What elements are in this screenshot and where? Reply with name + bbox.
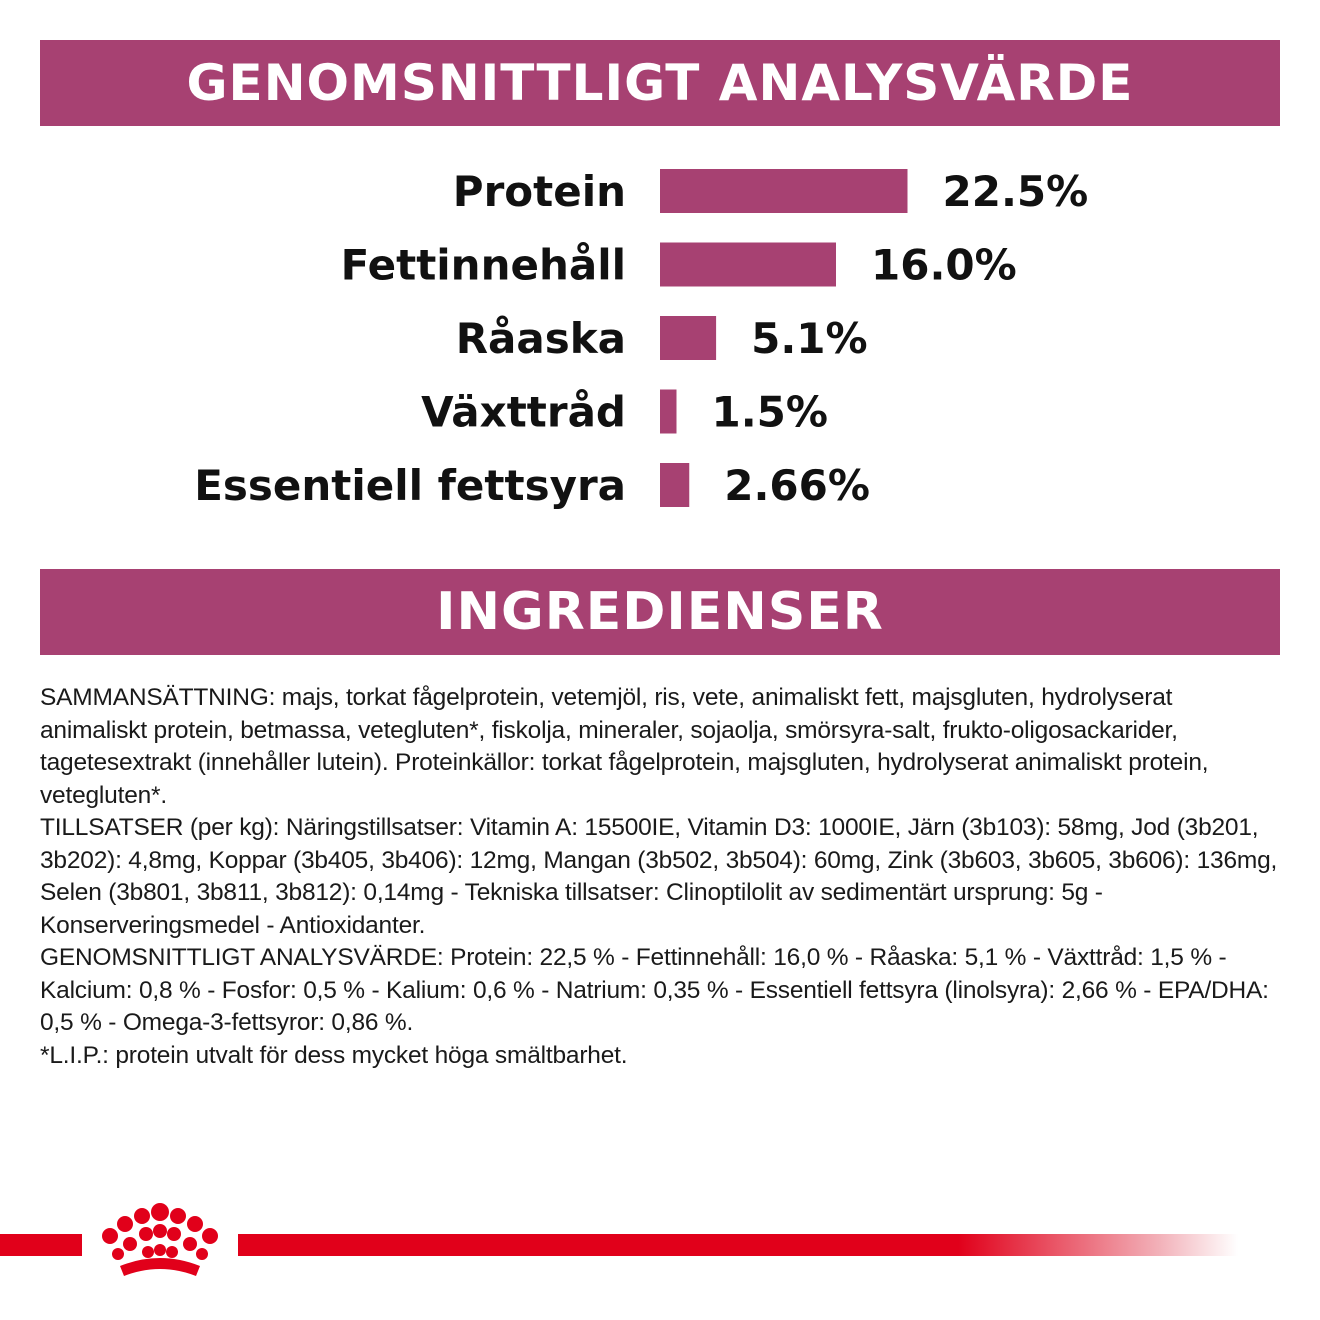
ingredients-text [40, 682, 1280, 1072]
value-label: 16.0% [871, 240, 1017, 290]
bar [660, 169, 908, 213]
analysis-bar-chart [0, 140, 1320, 540]
category-label: Växttråd [421, 387, 626, 437]
composition-paragraph: SAMMANSÄTTNING: majs, torkat fågelprotein, vetemjöl, ris, vete, animaliskt fett, majsgluten, hydrolyserat animaliskt protein, betmassa, vetegluten*, fiskolja, mineraler, sojaolja, smörsyra-salt, frukto-oligosackarider, tagetesextrakt (innehåller lutein). Proteinkällor: torkat fågelprotein, majsgluten, hydrolyserat animaliskt protein, vetegluten*. [40, 684, 1209, 809]
analysis-header [40, 40, 1280, 126]
ingredients-header [40, 569, 1280, 655]
ingredients-header-title: INGREDIENSER [436, 582, 884, 642]
additives-paragraph: TILLSATSER (per kg): Näringstillsatser: Vitamin A: 15500IE, Vitamin D3: 1000IE, Järn (3b103): 58mg, Jod (3b201, 3b202): 4,8mg, Koppar (3b405, 3b406): 12mg, Mangan (3b502, 3b504): 60mg, Zink (3b603, 3b605, 3b606): 136mg, Selen (3b801, 3b811, 3b812): 0,14mg - Tekniska tillsatser: Clinoptilolit av sedimentärt ursprung: 5g - Konserveringsmedel - Antioxidanter. [40, 814, 1278, 939]
value-label: 1.5% [711, 387, 828, 437]
category-label: Essentiell fettsyra [194, 461, 626, 510]
value-label: 22.5% [942, 167, 1089, 216]
bar [660, 390, 677, 434]
value-label: 5.1% [751, 314, 868, 363]
analysis-paragraph: GENOMSNITTLIGT ANALYSVÄRDE: Protein: 22,5 % - Fettinnehåll: 16,0 % - Råaska: 5,1 % - Växttråd: 1,5 % - Kalcium: 0,8 % - Fosfor: 0,5 % - Kalium: 0,6 % - Natrium: 0,35 % - Essentiell fettsyra (linolsyra): 2,66 % - EPA/DHA: 0,5 % - Omega-3-fettsyror: 0,86 %. [40, 944, 1269, 1036]
footnote-paragraph: *L.I.P.: protein utvalt för dess mycket höga smältbarhet. [40, 1041, 628, 1069]
bar [660, 463, 689, 507]
value-label: 2.66% [724, 461, 870, 510]
brand-stripe-left [0, 1234, 82, 1256]
category-label: Fettinnehåll [340, 240, 626, 290]
bar [660, 243, 836, 287]
bar [660, 316, 716, 360]
analysis-header-title: GENOMSNITTLIGT ANALYSVÄRDE [186, 54, 1134, 112]
category-label: Råaska [455, 314, 626, 363]
brand-stripe-right [238, 1234, 1238, 1256]
crown-icon [90, 1190, 230, 1290]
category-label: Protein [452, 167, 626, 216]
